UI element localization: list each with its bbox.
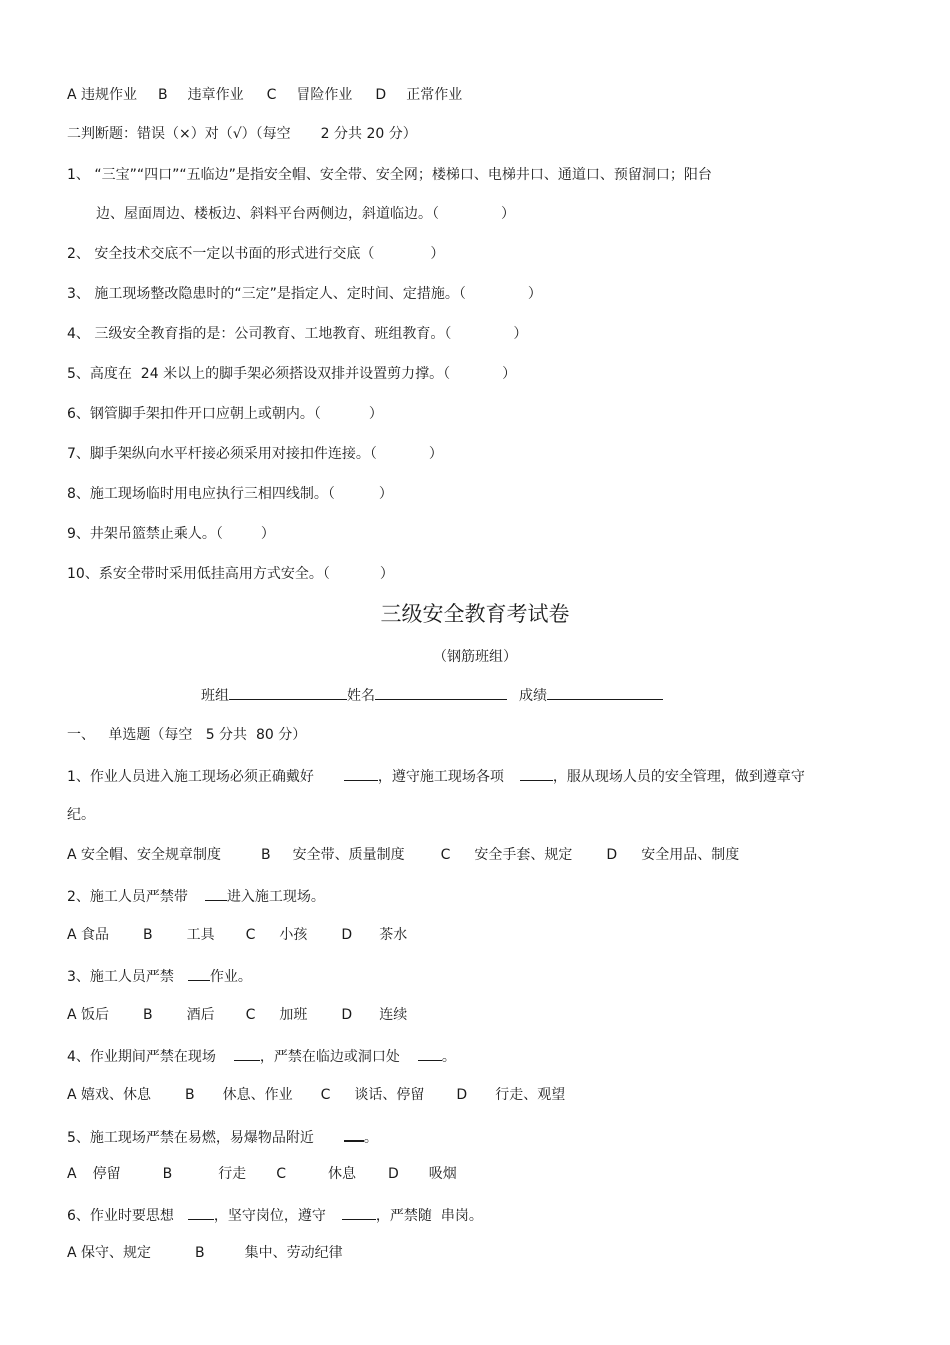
option-c-letter: C	[266, 87, 277, 103]
option-c-letter: C	[440, 847, 451, 863]
option-c-text: 谈话、停留	[354, 1087, 425, 1103]
answer-blank[interactable]	[342, 1205, 376, 1220]
option-b-letter: B	[185, 1087, 195, 1103]
section2-header-text: 二判断题：错误（×）对（√）（每空	[67, 126, 291, 142]
option-d-letter: D	[456, 1087, 468, 1103]
option-b-text: 安全带、质量制度	[292, 847, 405, 863]
class-label: 班组	[201, 688, 229, 704]
option-b-text: 行走	[218, 1166, 247, 1182]
option-b-text: 酒后	[186, 1007, 215, 1023]
question-1	[67, 766, 805, 786]
answer-blank[interactable]	[188, 966, 210, 981]
judgment-text: 2、 安全技术交底不一定以书面的形式进行交底（	[67, 246, 375, 262]
judgment-1-line2	[96, 205, 515, 223]
answer-blank[interactable]	[234, 1046, 260, 1061]
option-a: A 违规作业	[67, 87, 138, 103]
option-c-text: 小孩	[279, 927, 308, 943]
score-field[interactable]	[547, 685, 663, 700]
top-options-row	[67, 86, 462, 104]
option-b-letter: B	[195, 1245, 205, 1261]
exam-title: 三级安全教育考试卷	[380, 602, 570, 626]
question-text: ，服从现场人员的安全管理，做到遵章守	[552, 769, 805, 785]
judgment-text: 5、高度在 24 米以上的脚手架必须搭设双排并设置剪力撑。（	[67, 366, 451, 382]
judgment-text: 6、钢管脚手架扣件开口应朝上或朝内。（	[67, 406, 321, 422]
judgment-6	[67, 405, 383, 423]
question-text: 4、作业期间严禁在现场	[67, 1049, 216, 1065]
option-b-letter: B	[158, 87, 168, 103]
answer-paren-close: ）	[502, 366, 517, 382]
judgment-text: 10、系安全带时采用低挂高用方式安全。（	[67, 566, 330, 582]
answer-paren-close: ）	[527, 286, 542, 302]
question-2	[67, 886, 325, 906]
option-c-text: 加班	[279, 1007, 308, 1023]
answer-blank[interactable]	[344, 1126, 364, 1142]
judgment-7	[67, 445, 443, 463]
option-d-letter: D	[606, 847, 618, 863]
question-text: ，严禁随 串岗。	[375, 1208, 483, 1224]
question-text: 1、作业人员进入施工现场必须正确戴好	[67, 769, 314, 785]
question-4-options	[67, 1086, 565, 1104]
judgment-4	[67, 325, 527, 343]
option-a: A 饭后	[67, 1007, 110, 1023]
option-d-text: 行走、观望	[495, 1087, 566, 1103]
option-c-text: 安全手套、规定	[474, 847, 573, 863]
option-d-text: 安全用品、制度	[641, 847, 740, 863]
answer-paren-close: ）	[428, 446, 443, 462]
judgment-text: 3、 施工现场整改隐患时的“三定”是指定人、定时间、定措施。（	[67, 286, 466, 302]
answer-paren-close: ）	[379, 566, 394, 582]
option-a-letter: A	[67, 1166, 77, 1182]
question-text: 2、施工人员严禁带	[67, 889, 188, 905]
judgment-1-line1: 1、 “三宝”“四口”“五临边”是指安全帽、安全带、安全网；楼梯口、电梯井口、通道口、预留洞口；阳台	[67, 167, 712, 183]
judgment-8	[67, 485, 393, 503]
question-text: 6、作业时要思想	[67, 1208, 174, 1224]
option-c-letter: C	[245, 927, 256, 943]
section1-header: 一、 单选题（每空 5 分共 80 分）	[67, 727, 307, 743]
option-d-text: 正常作业	[406, 87, 463, 103]
answer-paren-close: ）	[378, 486, 393, 502]
option-a-text: 停留	[92, 1166, 121, 1182]
option-a: A 嬉戏、休息	[67, 1087, 152, 1103]
option-c-letter: C	[245, 1007, 256, 1023]
question-6	[67, 1205, 483, 1225]
option-a: A 食品	[67, 927, 110, 943]
option-d-text: 连续	[379, 1007, 408, 1023]
option-c-letter: C	[276, 1166, 286, 1182]
question-4	[67, 1046, 456, 1066]
option-d-letter: D	[341, 927, 353, 943]
question-3-options	[67, 1006, 407, 1024]
judgment-text: 8、施工现场临时用电应执行三相四线制。（	[67, 486, 335, 502]
answer-paren-close: ）	[501, 206, 515, 222]
option-b-letter: B	[261, 847, 271, 863]
question-text: ，遵守施工现场各项	[377, 769, 504, 785]
name-field[interactable]	[375, 685, 507, 700]
question-2-options	[67, 926, 407, 944]
option-b-text: 集中、劳动纪律	[244, 1245, 343, 1261]
judgment-9	[67, 525, 275, 543]
question-text: ，严禁在临边或洞口处	[259, 1049, 400, 1065]
question-text: 。	[441, 1049, 456, 1065]
option-c-letter: C	[320, 1087, 331, 1103]
option-d-letter: D	[375, 87, 387, 103]
question-1-options	[67, 846, 739, 864]
question-5	[67, 1126, 378, 1147]
section2-score: 2 分共 20 分）	[320, 126, 417, 142]
answer-paren-close: ）	[260, 526, 275, 542]
question-6-options	[67, 1244, 343, 1262]
judgment-3	[67, 285, 542, 303]
class-field[interactable]	[229, 685, 347, 700]
answer-blank[interactable]	[188, 1205, 214, 1220]
answer-blank[interactable]	[344, 766, 378, 781]
question-5-options	[67, 1165, 457, 1183]
answer-paren-close: ）	[513, 326, 528, 342]
question-text: 3、施工人员严禁	[67, 969, 174, 985]
option-b-text: 违章作业	[187, 87, 244, 103]
judgment-2	[67, 245, 444, 263]
question-3	[67, 966, 252, 986]
question-1-cont: 纪。	[67, 807, 95, 823]
option-a: A 安全帽、安全规章制度	[67, 847, 222, 863]
option-b-letter: B	[143, 927, 153, 943]
option-d-letter: D	[387, 1166, 399, 1182]
score-label: 成绩	[519, 688, 547, 704]
judgment-text: 7、脚手架纵向水平杆接必须采用对接扣件连接。（	[67, 446, 377, 462]
answer-blank[interactable]	[205, 886, 227, 901]
option-b-text: 工具	[186, 927, 215, 943]
option-d-text: 吸烟	[428, 1166, 457, 1182]
answer-paren-close: ）	[430, 246, 445, 262]
answer-blank[interactable]	[520, 766, 553, 781]
question-text: ，坚守岗位，遵守	[213, 1208, 326, 1224]
option-c-text: 冒险作业	[296, 87, 353, 103]
question-text: 。	[363, 1130, 378, 1146]
student-info-row	[201, 685, 663, 705]
question-text: 作业。	[209, 969, 252, 985]
option-d-text: 茶水	[379, 927, 408, 943]
option-a: A 保守、规定	[67, 1245, 152, 1261]
option-b-text: 休息、作业	[222, 1087, 293, 1103]
judgment-1-text: 边、屋面周边、楼板边、斜料平台两侧边，斜道临边。（	[96, 206, 439, 222]
name-label: 姓名	[347, 688, 375, 704]
judgment-10	[67, 565, 394, 583]
judgment-5	[67, 365, 516, 383]
option-b-letter: B	[143, 1007, 153, 1023]
exam-subtitle: （钢筋班组）	[433, 649, 517, 665]
judgment-text: 4、 三级安全教育指的是：公司教育、工地教育、班组教育。（	[67, 326, 452, 342]
answer-paren-close: ）	[368, 406, 383, 422]
judgment-text: 9、井架吊篮禁止乘人。（	[67, 526, 223, 542]
section2-header	[67, 125, 417, 143]
option-d-letter: D	[341, 1007, 353, 1023]
option-c-text: 休息	[327, 1166, 356, 1182]
question-text: 5、施工现场严禁在易燃，易爆物品附近	[67, 1130, 314, 1146]
question-text: 进入施工现场。	[226, 889, 325, 905]
option-b-letter: B	[162, 1166, 173, 1182]
answer-blank[interactable]	[418, 1046, 442, 1061]
